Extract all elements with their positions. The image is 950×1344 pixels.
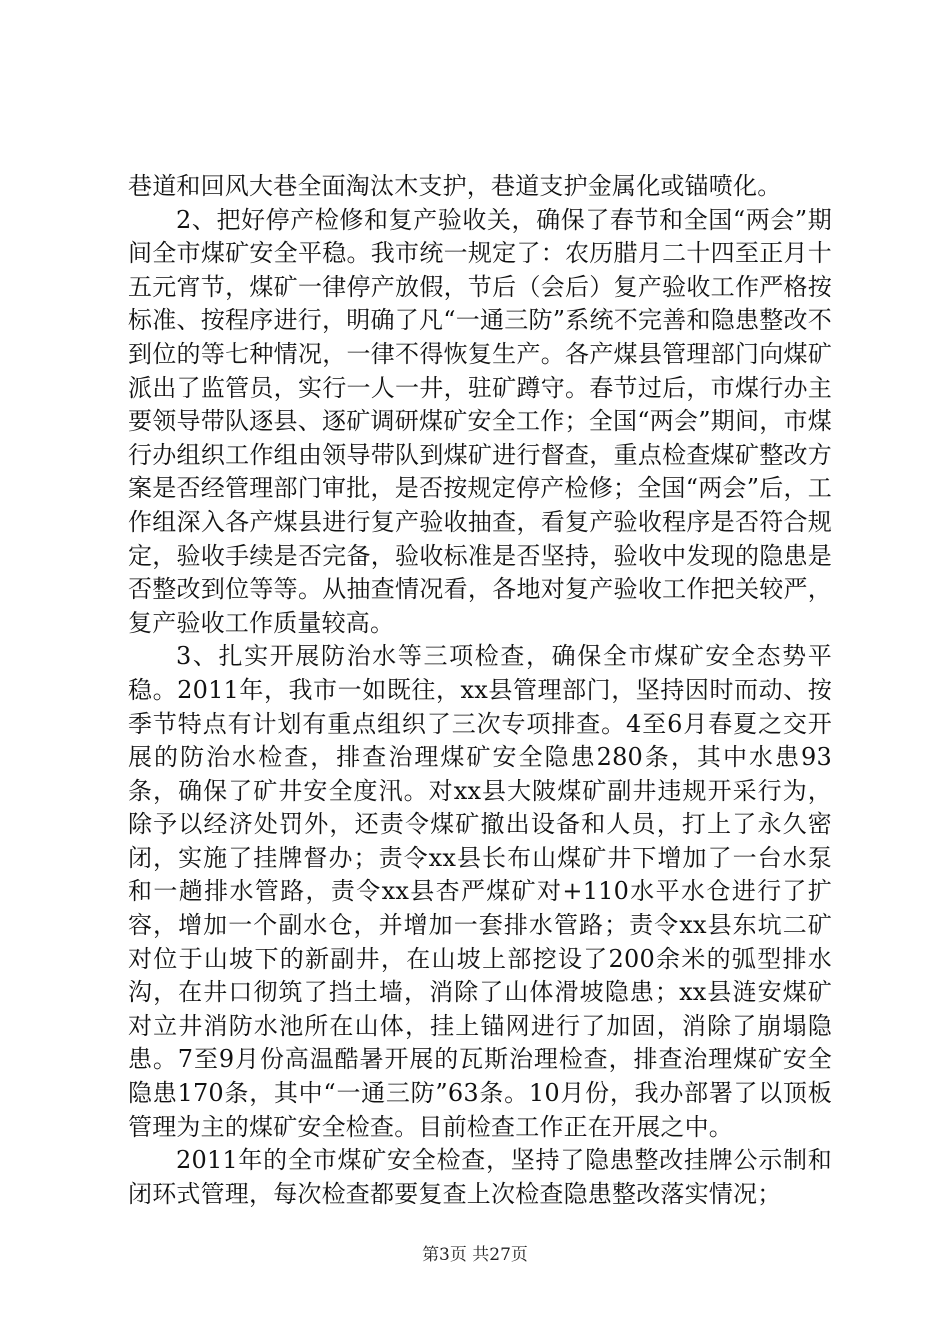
document-body: [128, 170, 832, 1211]
paragraph-1: 巷道和回风大巷全面淘汰木支护，巷道支护金属化或锚喷化。: [128, 172, 782, 200]
page-number-label: 第3页 共27页: [422, 1245, 528, 1265]
paragraph-2: 2、把好停产检修和复产验收关，确保了春节和全国“两会”期间全市煤矿安全平稳。我市统一规定了：农历腊月二十四至正月十五元宵节，煤矿一律停产放假，节后（会后）复产验收工作严格按标准、按程序进行，明确了凡“一通三防”系统不完善和隐患整改不到位的等七种情况，一律不得恢复生产。各产煤县管理部门向煤矿派出了监管员，实行一人一井，驻矿蹲守。春节过后，市煤行办主要领导带队逐县、逐矿调研煤矿安全工作；全国“两会”期间，市煤行办组织工作组由领导带队到煤矿进行督查，重点检查煤矿整改方案是否经管理部门审批，是否按规定停产检修；全国“两会”后，工作组深入各产煤县进行复产验收抽查，看复产验收程序是否符合规定，验收手续是否完备，验收标准是否坚持，验收中发现的隐患是否整改到位等等。从抽查情况看，各地对复产验收工作把关较严，复产验收工作质量较高。: [128, 205, 832, 637]
page-footer: [0, 1244, 950, 1266]
paragraph-4: 2011年的全市煤矿安全检查，坚持了隐患整改挂牌公示制和闭环式管理，每次检查都要复查上次检查隐患整改落实情况；: [128, 1146, 832, 1208]
paragraph-3: 3、扎实开展防治水等三项检查，确保全市煤矿安全态势平稳。2011年，我市一如既往，xx县管理部门，坚持因时而动、按季节特点有计划有重点组织了三次专项排查。4至6月春夏之交开展的防治水检查，排查治理煤矿安全隐患280条，其中水患93条，确保了矿井安全度汛。对xx县大陂煤矿副井违规开采行为，除予以经济处罚外，还责令煤矿撤出设备和人员，打上了永久密闭，实施了挂牌督办；责令xx县长布山煤矿井下增加了一台水泵和一趟排水管路，责令xx县杏严煤矿对+110水平水仓进行了扩容，增加一个副水仓，并增加一套排水管路；责令xx县东坑二矿对位于山坡下的新副井，在山坡上部挖设了200余米的弧型排水沟，在井口彻筑了挡土墙，消除了山体滑坡隐患；xx县涟安煤矿对立井消防水池所在山体，挂上锚网进行了加固，消除了崩塌隐患。7至9月份高温酷暑开展的瓦斯治理检查，排查治理煤矿安全隐患170条，其中“一通三防”63条。10月份，我办部署了以顶板管理为主的煤矿安全检查。目前检查工作正在开展之中。: [128, 642, 832, 1141]
